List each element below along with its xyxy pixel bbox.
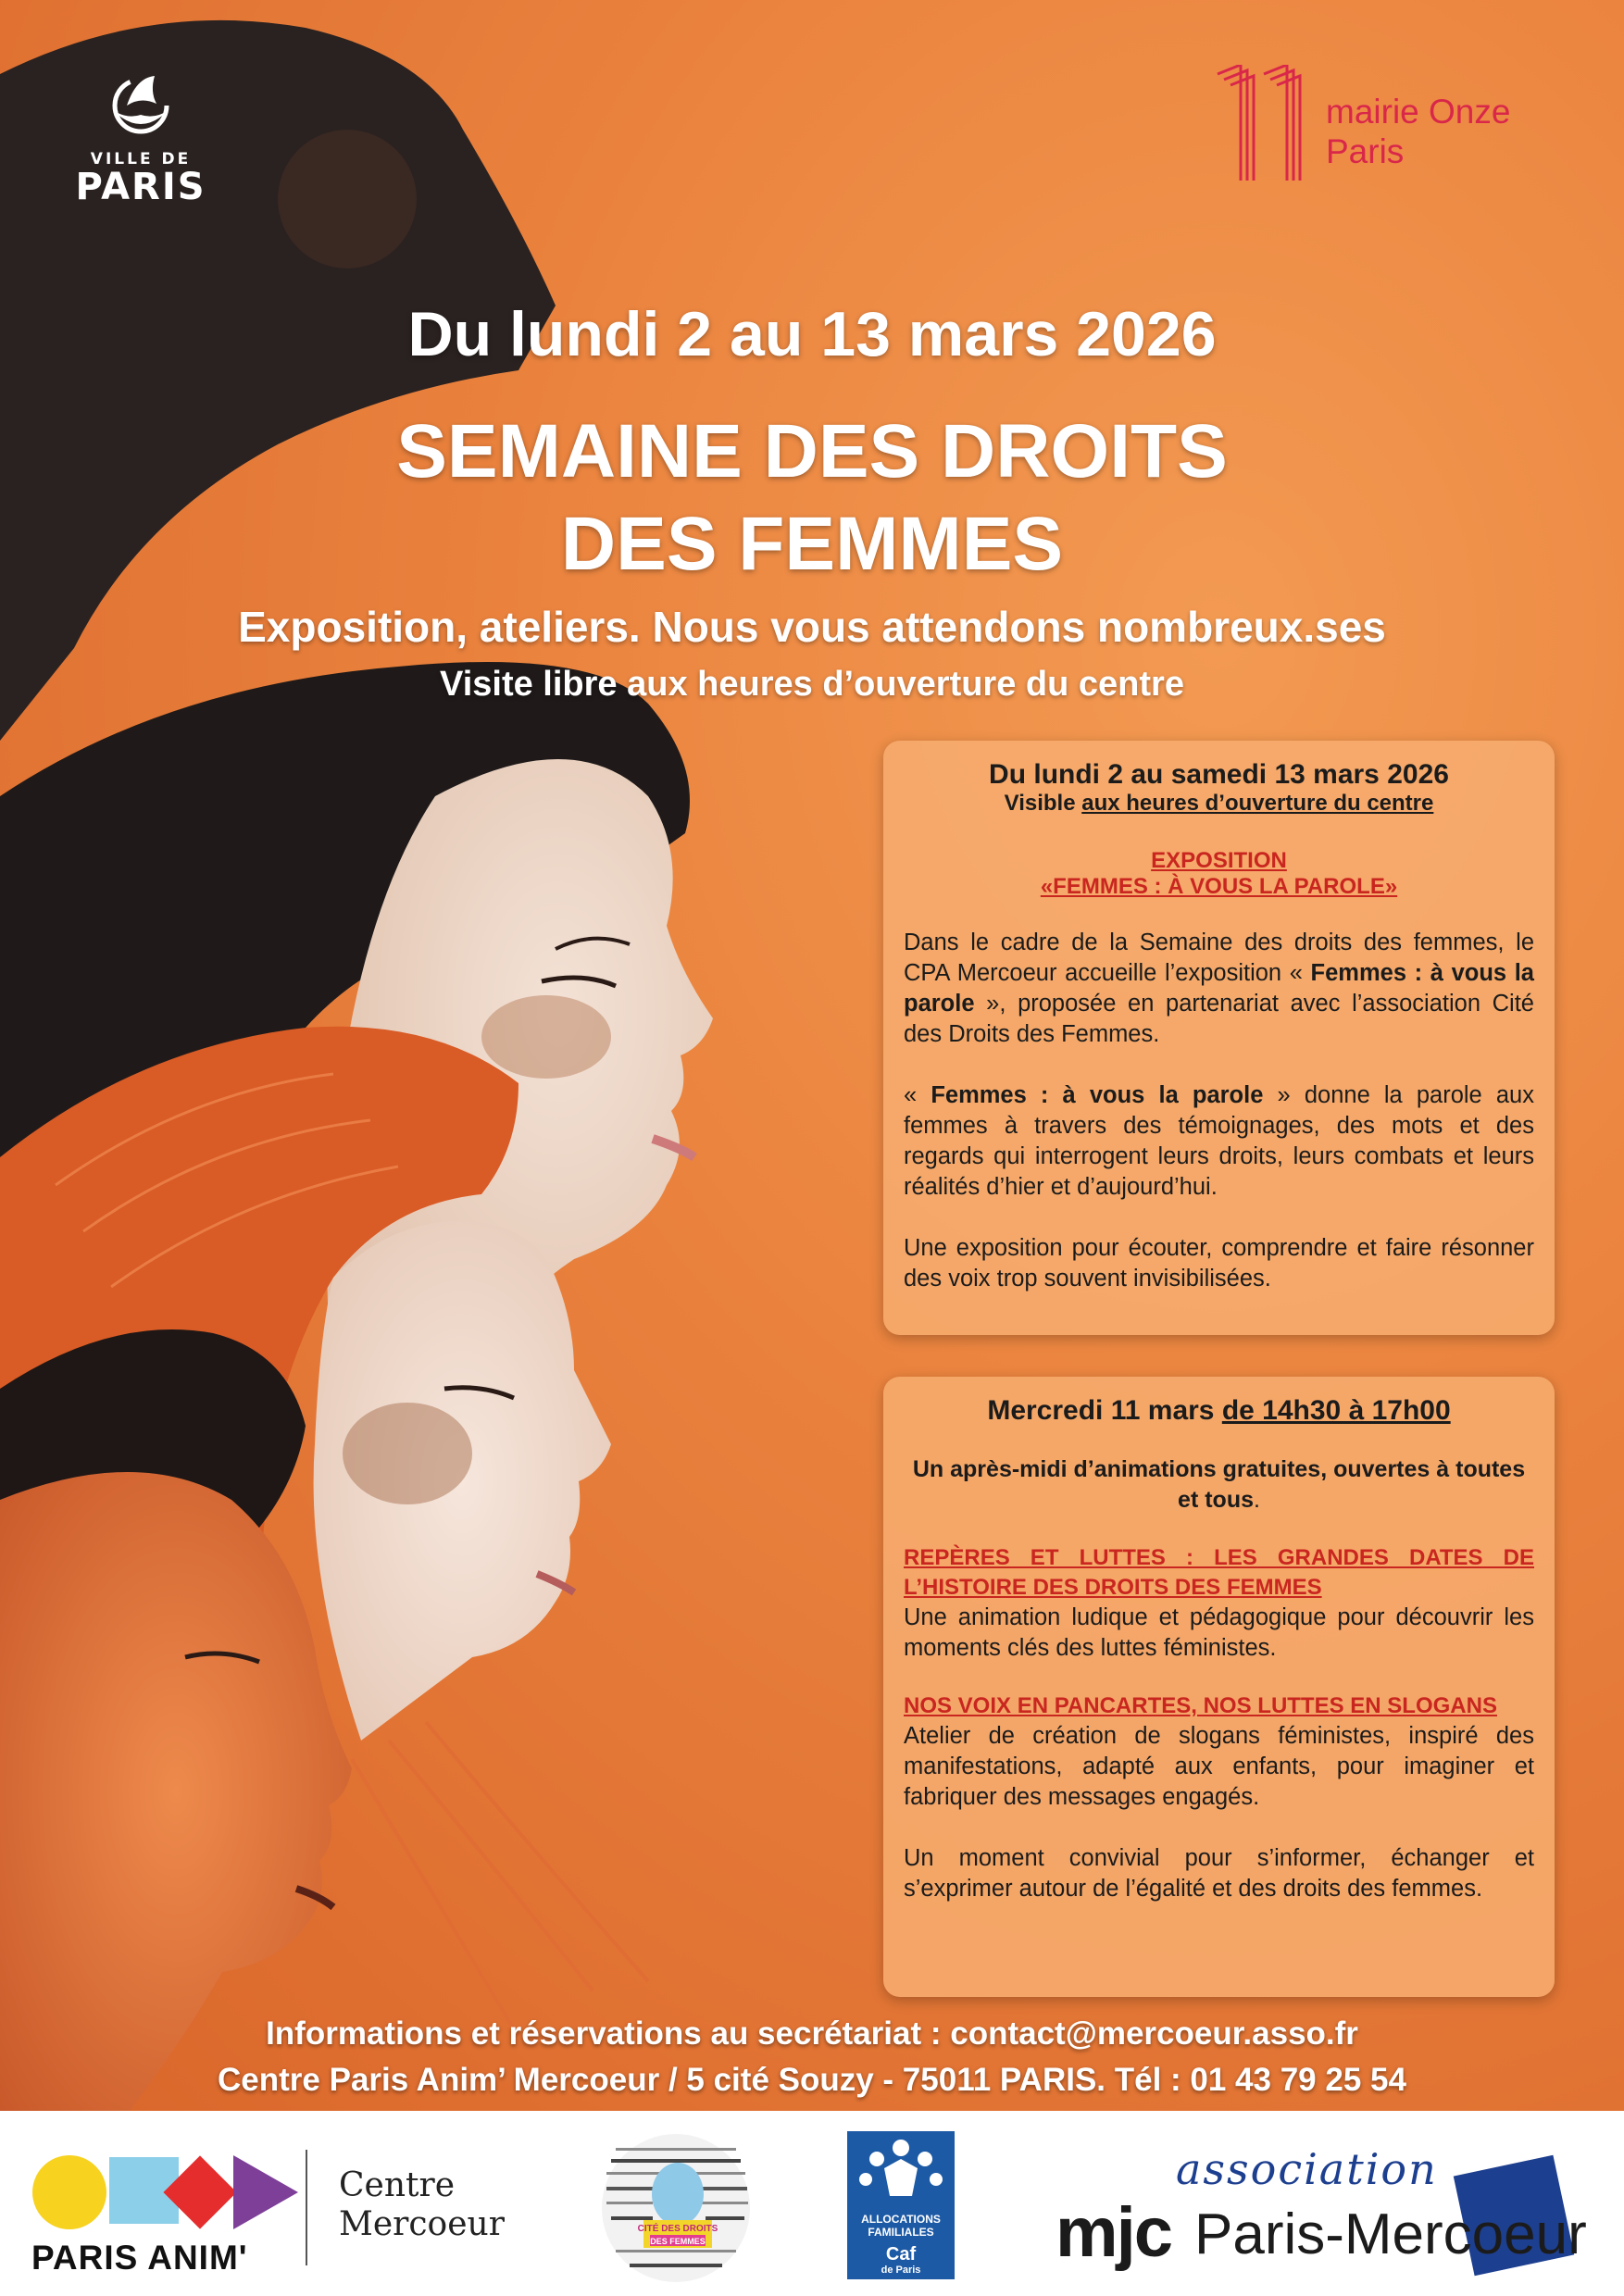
word-cloud-face-icon xyxy=(593,2129,759,2287)
activity-1-text: Une animation ludique et pédagogique pour découvrir les moments clés des luttes féministes. xyxy=(904,1604,1534,1661)
exhibition-paragraph-1: Dans le cadre de la Semaine des droits des femmes, le CPA Mercoeur accueille l’exposition « Femmes : à vous la parole », proposée en partenariat avec l’association Cité des Droits des Femmes. xyxy=(904,930,1534,1047)
caf-paris-logo xyxy=(847,2131,955,2279)
visibility-prefix: Visible xyxy=(1004,791,1082,816)
paris-anim-label: PARIS ANIM' xyxy=(31,2239,248,2277)
ville-de-label: VILLE DE xyxy=(90,150,192,168)
caf-line-2: FAMILIALES xyxy=(868,2226,934,2239)
ville-de-paris-logo xyxy=(57,69,224,217)
closing-paragraph: Un moment convivial pour s’informer, échanger et s’exprimer autour de l’égalité et des droits des femmes. xyxy=(904,1845,1534,1902)
hair-bun xyxy=(278,130,417,268)
opening-hours-text: aux heures d’ouverture du centre xyxy=(1081,791,1434,816)
activity-2-title: NOS VOIX EN PANCARTES, NOS LUTTES EN SLOGANS xyxy=(904,1693,1497,1718)
address-info: Centre Paris Anim’ Mercoeur / 5 cité Souzy - 75011 PARIS. Tél : 01 43 79 25 54 xyxy=(218,2062,1406,2098)
visit-info: Visite libre aux heures d’ouverture du centre xyxy=(440,665,1184,704)
workshop-intro: Un après-midi d’animations gratuites, ouvertes à toutes et tous. xyxy=(912,1456,1526,1513)
centre-label: Centre xyxy=(339,2166,456,2204)
paris-anim-shapes-icon xyxy=(28,2148,306,2240)
caf-family-icon xyxy=(847,2131,955,2209)
exhibition-title: «FEMMES : À VOUS LA PAROLE» xyxy=(1040,874,1398,899)
exhibition-visibility xyxy=(904,791,1534,817)
workshop-day: Mercredi 11 mars xyxy=(987,1395,1222,1426)
exhibition-date: Du lundi 2 au samedi 13 mars 2026 xyxy=(989,759,1449,790)
mairie-paris-label: Paris xyxy=(1326,131,1405,170)
mercoeur-label: Mercoeur xyxy=(339,2205,505,2243)
title-line-1: SEMAINE DES DROITS xyxy=(396,409,1228,493)
mjc-name-label: Paris-Mercoeur xyxy=(1194,2202,1587,2266)
activity-1-title: REPÈRES ET LUTTES : LES GRANDES DATES DE L’HISTOIRE DES DROITS DES FEMMES xyxy=(904,1545,1534,1600)
centre-mercoeur-logo xyxy=(339,2166,505,2244)
workshop-time: de 14h30 à 17h00 xyxy=(1221,1395,1451,1426)
paris-anim-logo xyxy=(28,2148,306,2277)
partner-logos-footer xyxy=(0,2111,1624,2296)
event-date-heading: Du lundi 2 au 13 mars 2026 xyxy=(407,299,1217,369)
workshop-date xyxy=(904,1395,1534,1427)
mjc-association-label: association xyxy=(1176,2144,1438,2194)
mjc-label: mjc xyxy=(1056,2193,1171,2272)
paris-ship-icon xyxy=(99,69,182,143)
title-line-2: DES FEMMES xyxy=(560,502,1064,586)
cite-des-droits-logo xyxy=(593,2129,759,2287)
exhibition-panel xyxy=(883,741,1555,1335)
subtitle: Exposition, ateliers. Nous vous attendons nombreux.ses xyxy=(238,603,1386,651)
caf-abbr: Caf xyxy=(885,2244,917,2265)
cite-badge-line-2: DES FEMMES xyxy=(650,2237,706,2246)
mairie-onze-label: mairie Onze xyxy=(1326,93,1511,131)
activity-2-text: Atelier de création de slogans féministes, inspiré des manifestations, adapté aux enfants, pour imaginer et fabriquer des messages engagés. xyxy=(904,1723,1534,1810)
caf-line-1: ALLOCATIONS xyxy=(861,2213,941,2226)
mairie-onze-logo xyxy=(1213,65,1583,185)
exhibition-label: EXPOSITION xyxy=(1151,848,1287,873)
exhibition-paragraph-2: « Femmes : à vous la parole » donne la parole aux femmes à travers des témoignages, des mots et des regards qui interrogent leurs droits, leurs combats et leurs réalités d’hier et d’aujourd’hui. xyxy=(904,1082,1534,1200)
exhibition-paragraph-3: Une exposition pour écouter, comprendre et faire résonner des voix trop souvent invisibilisées. xyxy=(904,1235,1534,1292)
contact-info: Informations et réservations au secrétariat : contact@mercoeur.asso.fr xyxy=(266,2015,1358,2052)
workshops-panel xyxy=(883,1377,1555,1997)
cite-badge-line-1: CITÉ DES DROITS xyxy=(637,2224,718,2234)
mjc-paris-mercoeur-logo xyxy=(1056,2144,1611,2283)
onze-numeral-icon xyxy=(1213,65,1315,185)
footer-divider xyxy=(306,2150,307,2265)
paris-label: PARIS xyxy=(75,166,206,208)
page-title xyxy=(0,406,1624,591)
caf-city: de Paris xyxy=(881,2265,921,2276)
